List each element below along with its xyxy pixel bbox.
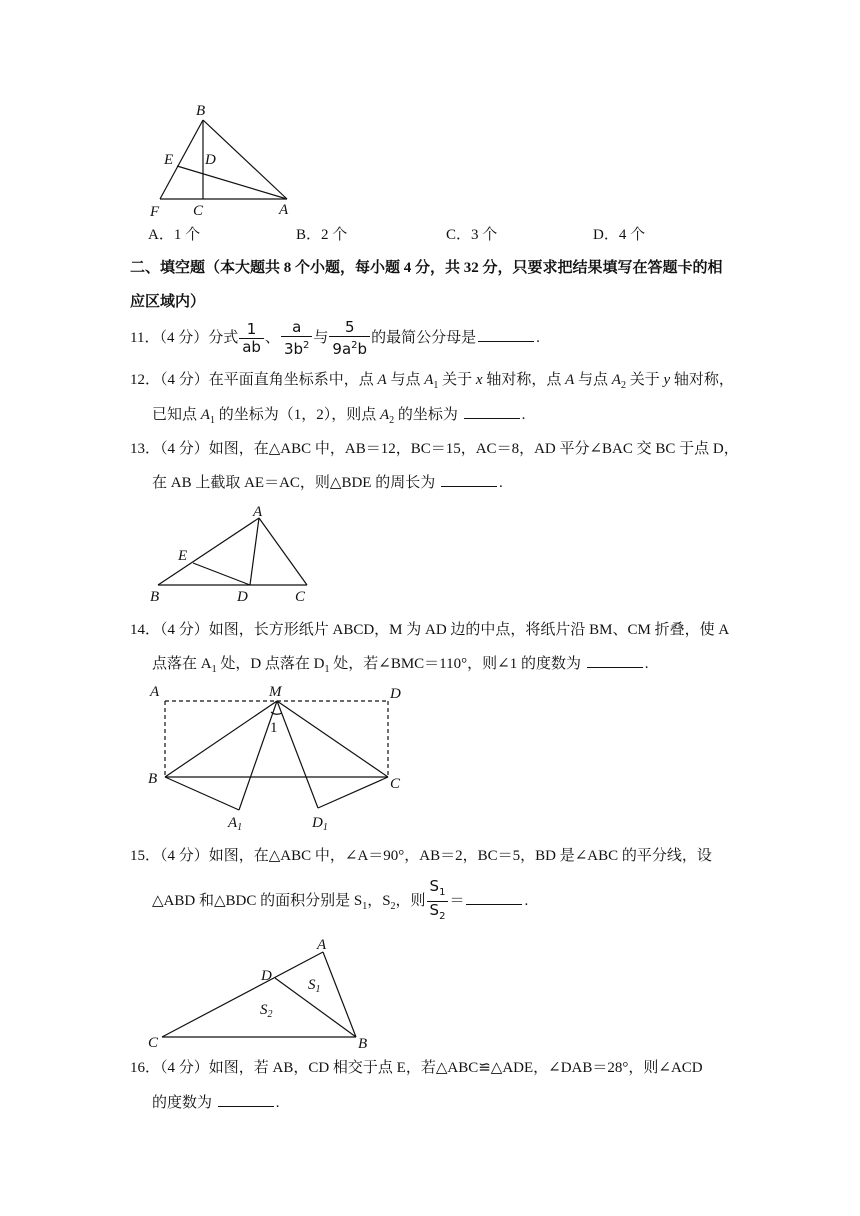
fig10-label-f: F [150, 204, 160, 220]
fig14-label-m: M [269, 684, 282, 700]
fig15-label-s2: $S_2$ [260, 1002, 273, 1020]
fig15-label-a: A [317, 937, 327, 953]
answer-blank-13[interactable] [441, 472, 497, 487]
area-ratio-fraction: $\frac{S_1}{S_2}$ [427, 878, 449, 925]
option-a: A．1 个 [148, 227, 201, 243]
option-b: B．2 个 [296, 227, 348, 243]
question-15-line1: 15．（4 分）如图，在△ABC 中，∠A＝90°，AB＝2，BC＝5，BD 是∠ABC 的平分线，设 [130, 848, 712, 864]
answer-blank-12[interactable] [464, 404, 520, 419]
fig14-label-d1: $D_1$ [312, 815, 328, 833]
q13-figure [140, 500, 330, 605]
fig10-label-b: B [196, 103, 206, 119]
fraction-3: $\frac{5}{9a^2b}$ [329, 319, 370, 358]
fig14-label-c: C [390, 776, 401, 792]
option-c: C．3 个 [446, 227, 498, 243]
answer-blank-11[interactable] [478, 327, 534, 342]
section2-heading-line1: 二、填空题（本大题共 8 个小题，每小题 4 分，共 32 分，只要求把结果填写在答题卡的相 [130, 260, 723, 276]
question-16-line1: 16．（4 分）如图，若 AB，CD 相交于点 E，若△ABC≌△ADE，∠DAB＝28°，则∠ACD [130, 1060, 703, 1076]
fig13-label-e: E [178, 548, 188, 564]
question-14-line2: 点落在 $A_1$ 处，D 点落在 $D_1$ 处，若∠BMC＝110°，则∠1 的度数为 . [152, 653, 648, 680]
fig10-label-c: C [193, 203, 204, 219]
fig13-label-b: B [150, 589, 160, 605]
question-11: 11．（4 分）分式 $\frac{1}{ab}$ 、 $\frac{a}{3b^2}$ 与 $\frac{5}{9a^2b}$ 的最简公分母是 . [130, 318, 540, 359]
fig13-label-c: C [295, 589, 306, 605]
question-16-line2: 的度数为 . [152, 1092, 280, 1113]
answer-blank-16[interactable] [218, 1092, 274, 1107]
question-13-line1: 13．（4 分）如图，在△ABC 中，AB＝12，BC＝15，AC＝8，AD 平分∠BAC 交 BC 于点 D， [130, 441, 739, 457]
fig10-label-d: D [205, 152, 216, 168]
question-13-line2: 在 AB 上截取 AE＝AC，则△BDE 的周长为 . [152, 472, 503, 493]
fraction-2: $\frac{a}{3b^2}$ [281, 319, 312, 358]
question-12-line2: 已知点 $A_1$ 的坐标为（1，2），则点 $A_2$ 的坐标为 . [152, 404, 525, 431]
fig14-label-a: A [150, 684, 160, 700]
fig14-label-d: D [390, 686, 401, 702]
fig14-label-1: 1 [270, 720, 278, 736]
fig10-label-a: A [279, 202, 289, 218]
fig14-label-a1: $A_1$ [228, 815, 243, 833]
fig13-label-d: D [237, 589, 248, 605]
fig15-label-c: C [148, 1035, 159, 1051]
question-12-line1: 12．（4 分）在平面直角坐标系中，点 A 与点 $A_1$ 关于 x 轴对称，点 A 与点 $A_2$ 关于 y 轴对称， [130, 372, 734, 391]
question-15-line2: △ABD 和△BDC 的面积分别是 $S_1$，$S_2$，则 $\frac{S_1}{S_2}$ ＝ . [152, 876, 528, 932]
q10-figure [140, 100, 310, 222]
option-d: D．4 个 [593, 227, 646, 243]
fig13-label-a: A [253, 504, 263, 520]
section2-heading-line2: 应区域内） [130, 294, 206, 310]
question-14-line1: 14．（4 分）如图，长方形纸片 ABCD，M 为 AD 边的中点，将纸片沿 BM、CM 折叠，使 A [130, 622, 730, 638]
fraction-1: $\frac{1}{ab}$ [239, 321, 264, 356]
answer-blank-14[interactable] [587, 653, 643, 668]
fig14-label-b: B [148, 771, 158, 787]
q15-figure [140, 932, 380, 1052]
fig15-label-s1: $S_1$ [308, 977, 321, 995]
fig15-label-b: B [358, 1036, 368, 1052]
answer-blank-15[interactable] [466, 890, 522, 905]
fig10-label-e: E [164, 152, 174, 168]
fig15-label-d: D [261, 968, 272, 984]
q14-figure [140, 680, 420, 835]
